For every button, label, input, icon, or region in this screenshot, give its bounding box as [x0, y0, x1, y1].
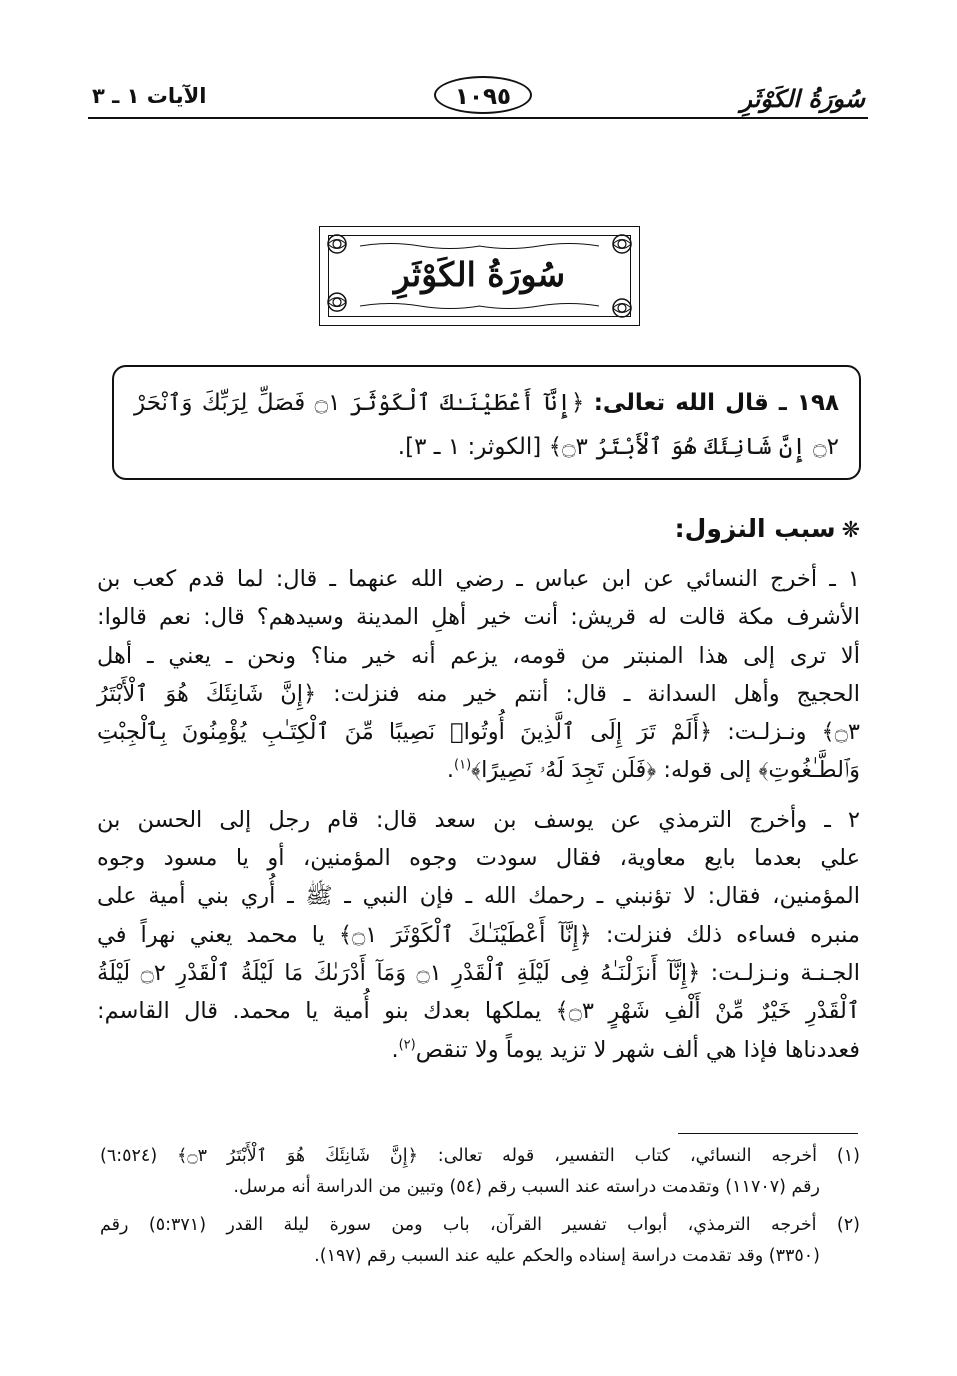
surah-name-header: سُورَةُ الكَوْثَرِ — [740, 84, 865, 113]
footnotes — [100, 1141, 860, 1272]
body-line: فعددناها فإذا هي ألف شهر لا تزيد يوماً ولا تنقص$^{(٢)}$. — [391, 1036, 860, 1063]
footnote-mark[interactable]: (٢) — [398, 1037, 416, 1053]
flourish-ornament-icon — [360, 301, 480, 311]
flourish-ornament-icon — [479, 301, 599, 311]
footnote-2 — [100, 1210, 860, 1272]
footnote-1 — [100, 1141, 860, 1203]
body-line: ١ ـ أخرج النسائي عن ابن عباس ـ رضي الله عنهما ـ قال: لما قدم كعب بن — [97, 566, 860, 592]
verse-line-1 — [134, 381, 839, 425]
page-number: ١٠٩٥ — [434, 76, 532, 114]
body-line: الجـنـة ونـزلـت: ﴿إِنَّآ أَنزَلْنَـٰهُ فِى لَيْلَةِ ٱلْقَدْرِ ۝١ وَمَآ أَدْرَىٰكَ مَا لَيْلَةُ ٱلْقَدْرِ ۝٢ لَيْلَةُ — [97, 959, 860, 986]
footnote-line: رقم (١١٧٠٧) وتقدمت دراسته عند السبب رقم (٥٤) وتبين من الدراسة أنه مرسل. — [233, 1177, 820, 1197]
body-line: الحجيج وأهل السدانة ـ قال: أنتم خير منه فنزلت: ﴿إِنَّ شَانِئَكَ هُوَ ٱلْأَبْتَرُ — [97, 680, 860, 707]
star-icon: ❋ — [841, 518, 860, 543]
body-line: ٢ ـ وأخرج الترمذي عن يوسف بن سعد قال: قام رجل إلى الحسن بن — [97, 806, 860, 833]
section-heading-text: سبب النزول: — [674, 514, 836, 543]
body-line: علي بعدما بايع معاوية، فقال سودت وجوه المؤمنين، أو يا مسود وجوه — [97, 845, 860, 872]
verse-box — [112, 365, 861, 480]
corner-ornament-icon — [324, 231, 350, 257]
verses-range-header: الآيات ١ ـ ٣ — [92, 84, 207, 108]
footnote-line: (١) أخرجه النسائي، كتاب التفسير، قوله تعالى: ﴿إِنَّ شَانِئَكَ هُوَ ٱلْأَبْتَرُ ۝٣﴾ (٦:٥٢٤) — [100, 1146, 860, 1166]
flourish-ornament-icon — [360, 241, 480, 251]
footnote-mark[interactable]: (١) — [454, 757, 472, 773]
flourish-ornament-icon — [479, 241, 599, 251]
header-rule — [88, 117, 868, 119]
surah-title: سُورَةُ الكَوْثَرِ — [393, 255, 566, 294]
body-line: ألا ترى إلى هذا المنبتر من قومه، يزعم أنه خير منا؟ ونحن ـ يعني ـ أهل — [97, 642, 860, 669]
verse-line-2 — [134, 425, 839, 469]
verse-reference: [الكوثر: ١ ـ ٣]. — [397, 434, 542, 460]
body-line: الأشرف مكة قالت له قريش: أنت خير أهلِ المدينة وسيدهم؟ قال: نعم قالوا: — [97, 604, 860, 631]
body-line: المؤمنين، فقال: لا تؤنبني ـ رحمك الله ـ فإن النبي ـ ﷺ ـ أُري بني أمية على — [97, 883, 860, 910]
footnote-line: (٣٣٥٠) وقد تقدمت دراسة إسناده والحكم عليه عند السبب رقم (١٩٧). — [314, 1246, 820, 1266]
section-heading — [675, 514, 860, 543]
corner-ornament-icon — [609, 295, 635, 321]
body-text — [97, 560, 860, 1069]
surah-title-box — [319, 226, 640, 326]
verse-text: ﴿إِنَّآ أَعْطَيْنَـٰكَ ٱلْكَوْثَرَ ۝١ فَصَلِّ لِرَبِّكَ وَٱنْحَرْ — [134, 390, 585, 416]
body-line: وَٱلطَّـٰغُوتِ﴾ إلى قوله: ﴿فَلَن تَجِدَ لَهُۥ نَصِيرًا﴾$^{(١)}$. — [446, 757, 860, 784]
verse-lead: ١٩٨ ـ قال الله تعالى: — [593, 390, 840, 416]
body-line: ۝٣﴾ ونـزلـت: ﴿أَلَمْ تَرَ إِلَى ٱلَّذِينَ أُوتُوا۟ نَصِيبًا مِّنَ ٱلْكِتَـٰبِ يُؤْمِنُونَ بِٱلْجِبْتِ — [97, 719, 860, 746]
body-line: منبره فساءه ذلك فنزلت: ﴿إِنَّآ أَعْطَيْنَـٰكَ ٱلْكَوْثَرَ ۝١﴾ يا محمد يعني نهراً في — [97, 921, 860, 948]
footnote-rule — [678, 1133, 858, 1134]
body-line: ٱلْقَدْرِ خَيْرٌ مِّنْ أَلْفِ شَهْرٍ ۝٣﴾ يملكها بعدك بنو أُمية يا محمد. قال القاسم: — [97, 998, 861, 1025]
footnote-line: (٢) أخرجه الترمذي، أبواب تفسير القرآن، باب ومن سورة ليلة القدر (٥:٣٧١) رقم — [100, 1215, 860, 1235]
paragraph-2 — [97, 801, 860, 1069]
body-line-text: فعددناها فإذا هي ألف شهر لا تزيد يوماً ولا تنقص — [415, 1036, 860, 1063]
body-line-text: وَٱلطَّـٰغُوتِ﴾ إلى قوله: ﴿فَلَن تَجِدَ لَهُۥ نَصِيرًا﴾ — [471, 757, 860, 784]
corner-ornament-icon — [609, 231, 635, 257]
verse-text: ۝٢ إِنَّ شَانِئَكَ هُوَ ٱلْأَبْتَرُ ۝٣﴾ — [548, 434, 839, 460]
